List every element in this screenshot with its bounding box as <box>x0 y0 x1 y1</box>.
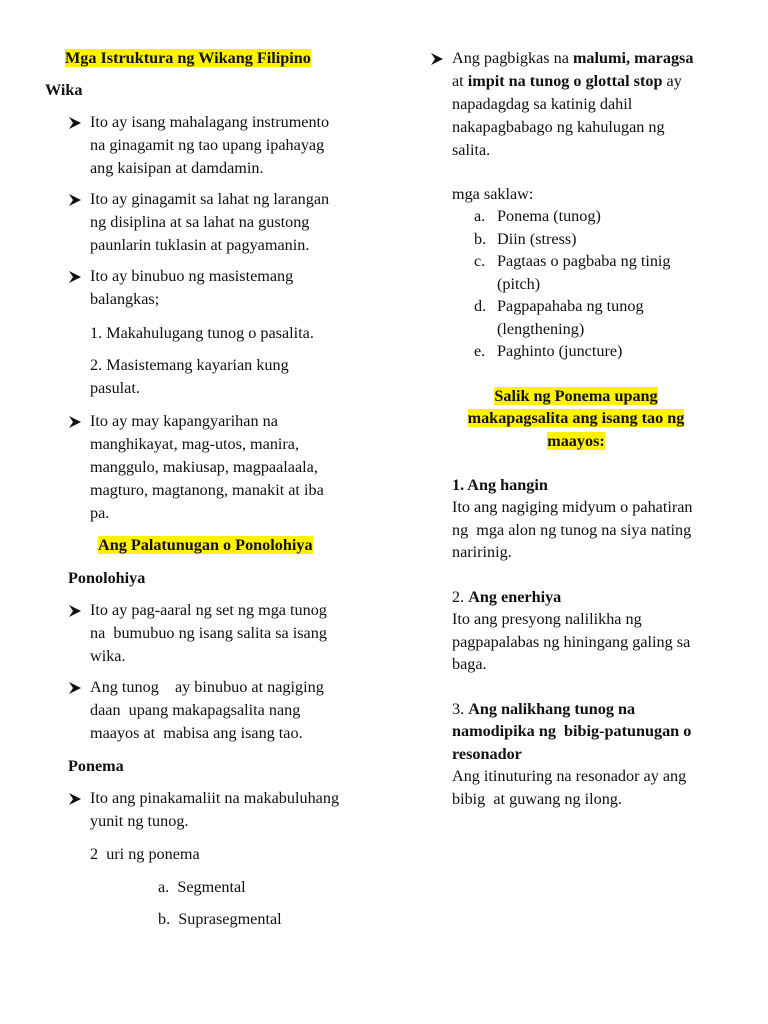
ponolohiya-bullet-1-line-3: wika. <box>90 647 126 665</box>
ponema-bullet-line-2: yunit ng tunog. <box>90 812 189 830</box>
wika-numbered-2-line-2: pasulat. <box>90 379 140 397</box>
salik-1-text-line-2: ng mga alon ng tunog na siya nating <box>452 521 692 539</box>
arrowhead-bullet-icon <box>68 193 82 209</box>
ponolohiya-bullet-1-line-2: na bumubuo ng isang salita sa isang <box>90 624 327 642</box>
arrowhead-bullet-icon <box>68 681 82 697</box>
pagbigkas-line-1: Ang pagbigkas na malumi, maragsa <box>452 49 694 67</box>
saklaw-label: mga saklaw: <box>452 185 534 203</box>
section-title-ponolohiya: Ang Palatunugan o Ponolohiya <box>98 536 313 554</box>
saklaw-marker-a: a. <box>474 207 486 225</box>
wika-numbered-2-line-1: 2. Masistemang kayarian kung <box>90 356 289 374</box>
saklaw-item-c-line-2: (pitch) <box>497 275 541 293</box>
wika-bullet-2-line-2: ng disiplina at sa lahat na gustong <box>90 213 310 231</box>
wika-bullet-4-line-4: magturo, magtanong, manakit at iba <box>90 481 324 499</box>
arrowhead-bullet-icon <box>68 270 82 286</box>
wika-bullet-1-line-2: na ginagamit ng tao upang ipahayag <box>90 136 325 154</box>
saklaw-item-a: Ponema (tunog) <box>497 207 601 225</box>
pagbigkas-line-4: nakapagbabago ng kahulugan ng <box>452 118 665 136</box>
document-title: Mga Istruktura ng Wikang Filipino <box>65 49 311 67</box>
ponema-bullet-line-1: Ito ang pinakamaliit na makabuluhang <box>90 789 340 807</box>
pagbigkas-line-5: salita. <box>452 141 491 159</box>
arrowhead-bullet-icon <box>430 52 444 68</box>
salik-3-title-line-1: 3. Ang nalikhang tunog na <box>452 700 636 718</box>
salik-title-line-3: maayos: <box>547 432 605 450</box>
salik-title-line-1: Salik ng Ponema upang <box>494 387 658 405</box>
wika-bullet-2-line-3: paunlarin tuklasin at pagyamanin. <box>90 236 310 254</box>
saklaw-item-d-line-2: (lengthening) <box>497 320 585 338</box>
salik-2-text-line-1: Ito ang presyong nalilikha ng <box>452 610 642 628</box>
wika-numbered-1: 1. Makahulugang tunog o pasalita. <box>90 324 314 342</box>
wika-bullet-3-line-1: Ito ay binubuo ng masistemang <box>90 267 294 285</box>
pagbigkas-line-3: napadagdag sa katinig dahil <box>452 95 633 113</box>
uri-item-b: b. Suprasegmental <box>158 910 282 928</box>
wika-bullet-3-line-2: balangkas; <box>90 290 160 308</box>
ponolohiya-bullet-1-line-1: Ito ay pag-aaral ng set ng mga tunog <box>90 601 327 619</box>
ponolohiya-bullet-2-line-2: daan upang makapagsalita nang <box>90 701 301 719</box>
wika-heading: Wika <box>45 81 83 99</box>
wika-bullet-4-line-2: manghikayat, mag-utos, manira, <box>90 435 300 453</box>
salik-3-title-line-3: resonador <box>452 745 522 763</box>
wika-bullet-4-line-3: manggulo, makiusap, magpaalaala, <box>90 458 318 476</box>
saklaw-item-c-line-1: Pagtaas o pagbaba ng tinig <box>497 252 671 270</box>
arrowhead-bullet-icon <box>68 116 82 132</box>
arrowhead-bullet-icon <box>68 792 82 808</box>
salik-title-line-2: makapagsalita ang isang tao ng <box>467 409 685 427</box>
saklaw-marker-c: c. <box>474 252 486 270</box>
ponolohiya-heading: Ponolohiya <box>68 569 146 587</box>
saklaw-item-b: Diin (stress) <box>497 230 577 248</box>
ponema-heading: Ponema <box>68 757 124 775</box>
ponolohiya-bullet-2-line-3: maayos at mabisa ang isang tao. <box>90 724 303 742</box>
arrowhead-bullet-icon <box>68 604 82 620</box>
saklaw-marker-e: e. <box>474 342 486 360</box>
saklaw-item-d-line-1: Pagpapahaba ng tunog <box>497 297 644 315</box>
uri-label: 2 uri ng ponema <box>90 845 200 863</box>
wika-bullet-2-line-1: Ito ay ginagamit sa lahat ng larangan <box>90 190 330 208</box>
arrowhead-bullet-icon <box>68 415 82 431</box>
wika-bullet-1-line-3: ang kaisipan at damdamin. <box>90 159 264 177</box>
salik-3-text-line-2: bibig at guwang ng ilong. <box>452 790 622 808</box>
salik-1-text-line-1: Ito ang nagiging midyum o pahatiran <box>452 498 693 516</box>
pagbigkas-line-2: at impit na tunog o glottal stop ay <box>452 72 682 90</box>
salik-2-text-line-3: baga. <box>452 655 487 673</box>
wika-bullet-4-line-5: pa. <box>90 504 110 522</box>
salik-2-title: 2. Ang enerhiya <box>452 588 562 606</box>
saklaw-marker-b: b. <box>474 230 487 248</box>
saklaw-marker-d: d. <box>474 297 487 315</box>
saklaw-item-e: Paghinto (juncture) <box>497 342 623 360</box>
salik-2-text-line-2: pagpapalabas ng hiningang galing sa <box>452 633 691 651</box>
salik-3-title-line-2: namodipika ng bibig-patunugan o <box>452 722 692 740</box>
ponolohiya-bullet-2-line-1: Ang tunog ay binubuo at nagiging <box>90 678 324 696</box>
salik-1-title: 1. Ang hangin <box>452 476 548 494</box>
uri-item-a: a. Segmental <box>158 878 246 896</box>
salik-3-text-line-1: Ang itinuturing na resonador ay ang <box>452 767 687 785</box>
salik-1-text-line-3: naririnig. <box>452 543 512 561</box>
wika-bullet-4-line-1: Ito ay may kapangyarihan na <box>90 412 278 430</box>
wika-bullet-1-line-1: Ito ay isang mahalagang instrumento <box>90 113 330 131</box>
